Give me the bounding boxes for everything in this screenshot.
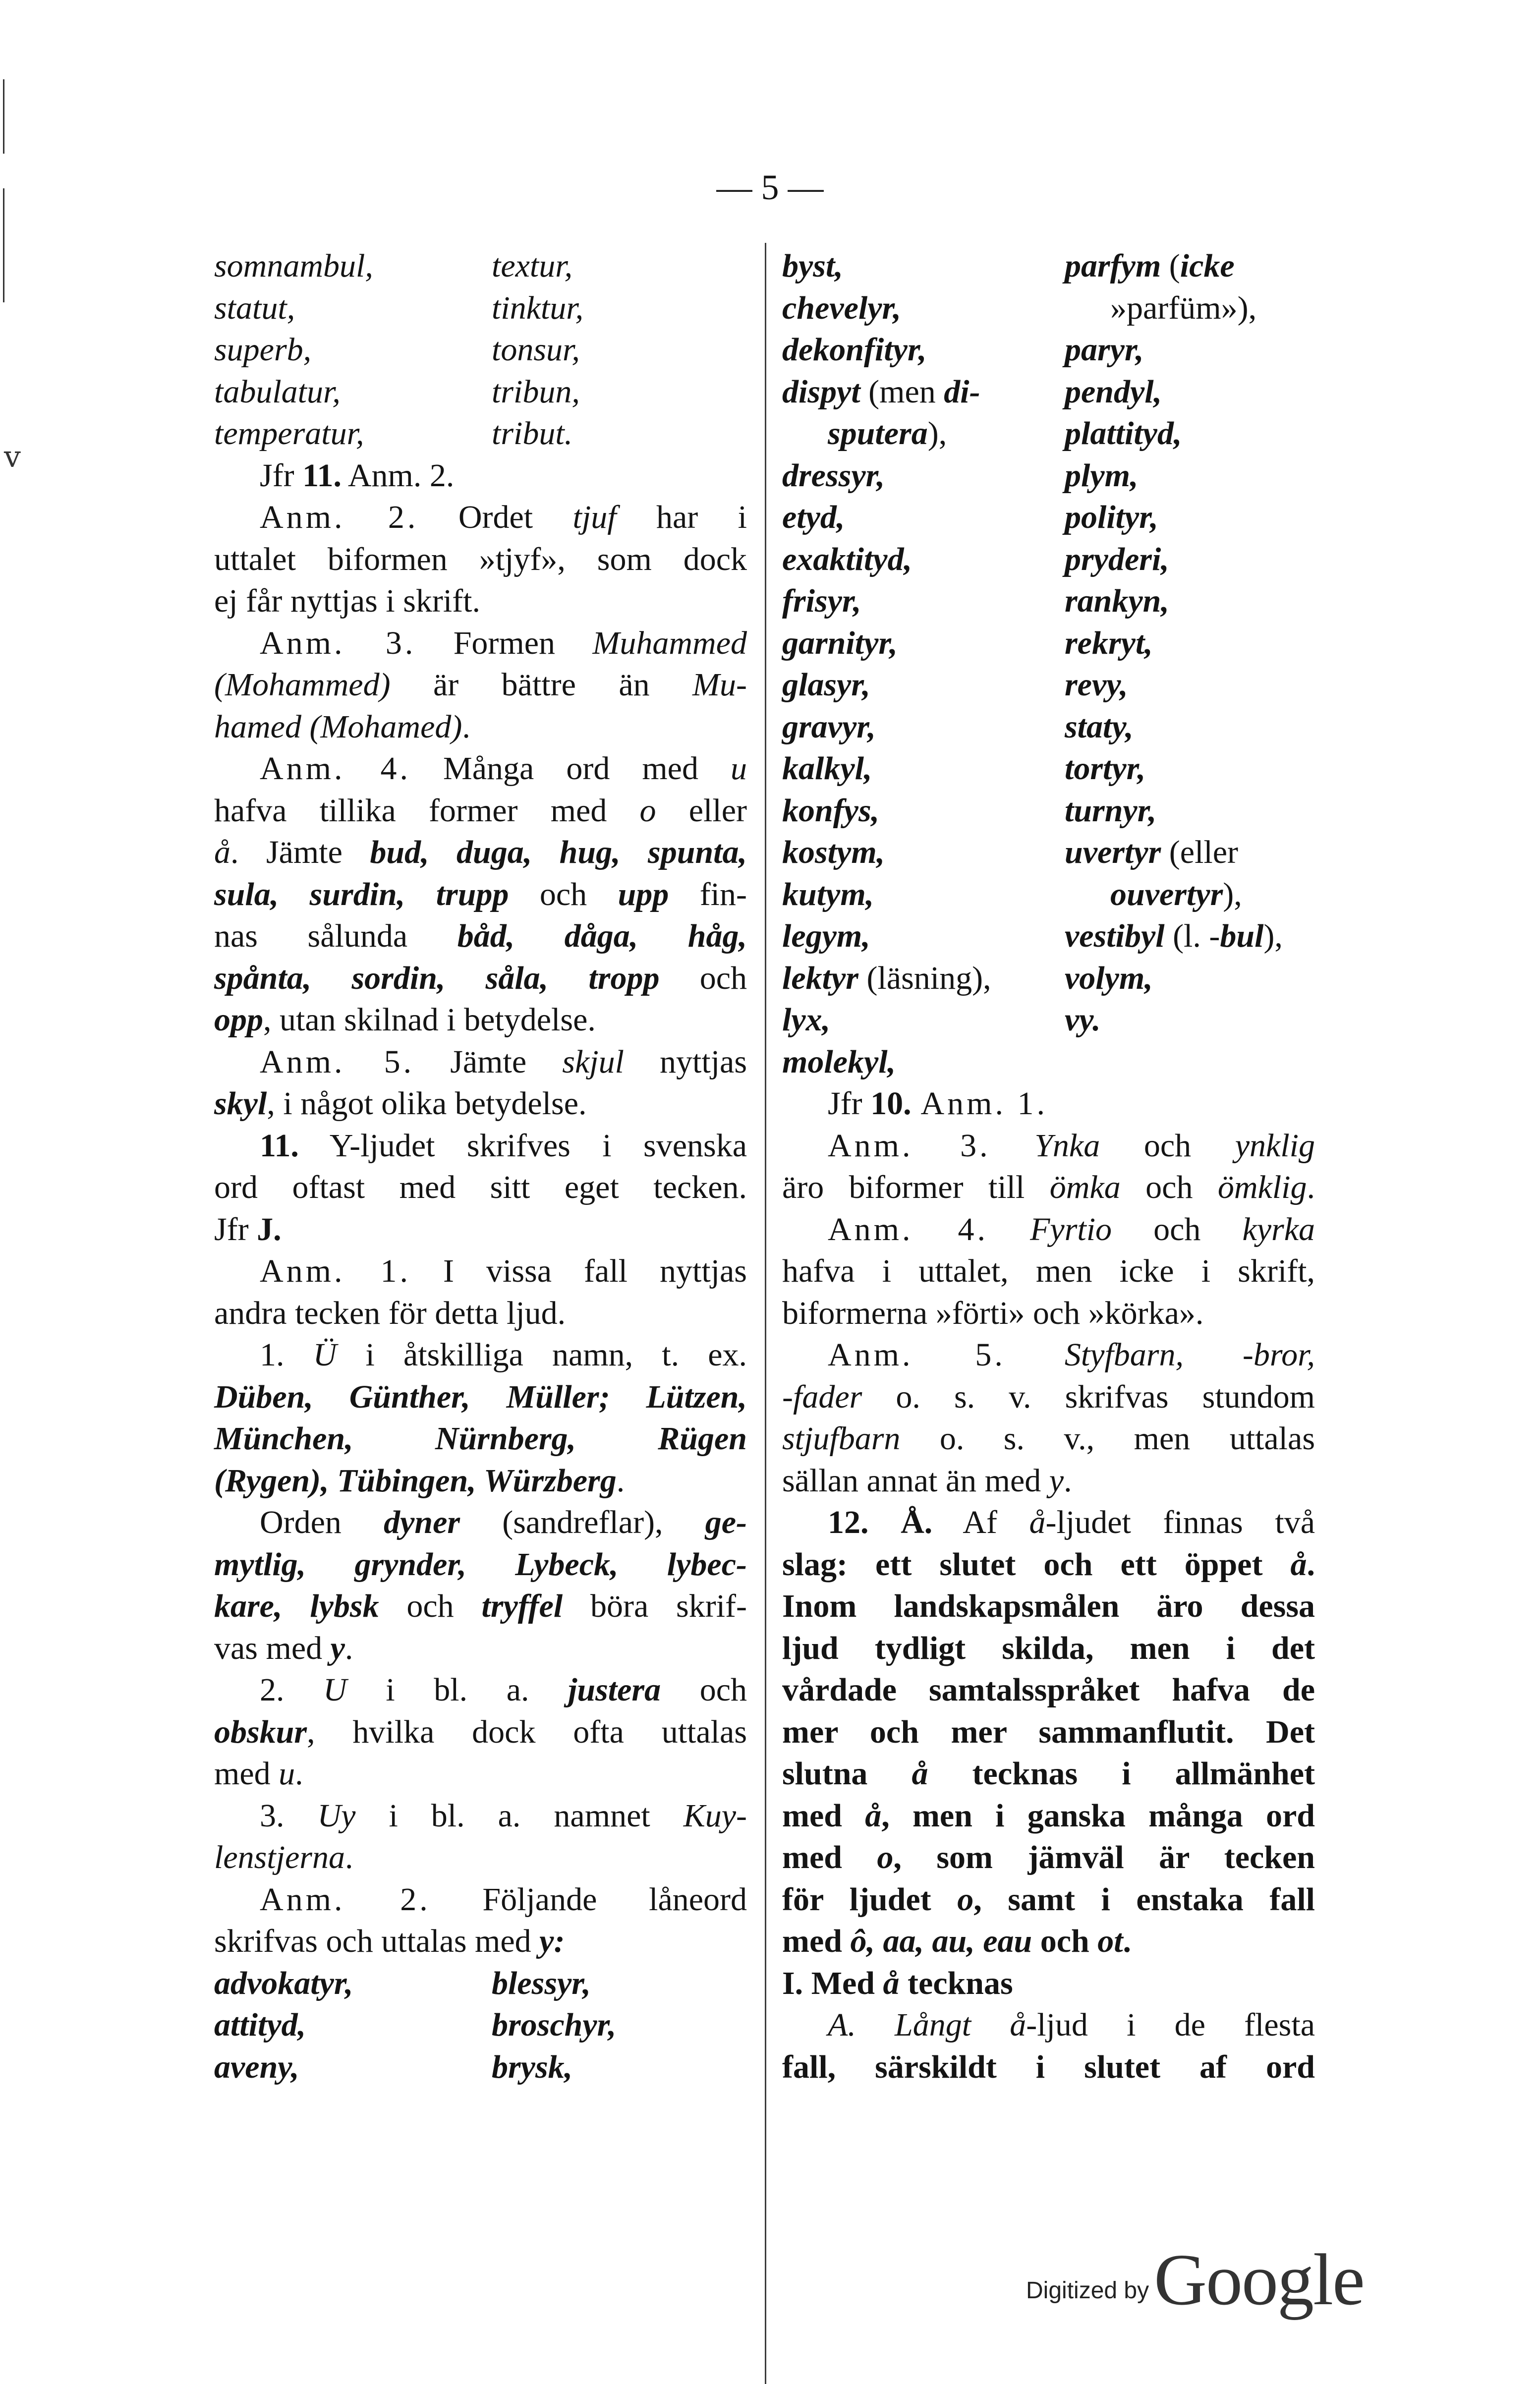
note-anm-4: Anm. 4. Fyrtio och kyrka hafva i uttalet, men icke i skrift, biformerna »förti» och »körka». [782,1211,1315,1331]
page-number: — 5 — [716,168,824,207]
loanword: kalkyl, [782,750,872,787]
word-pair-row [214,413,747,455]
word-pair-row [214,287,747,330]
loanword: paryr, [1065,332,1144,368]
loanword: vestibyl (l. -bul), [1065,918,1283,954]
loanword: volym, [1065,960,1153,996]
section-11-note-1: Anm. 1. I vissa fall nyttjas andra tecken för detta ljud. [214,1253,747,1331]
word: broschyr, [492,2007,617,2043]
word-list-bottom [214,1963,747,2089]
note-anm-4: Anm. 4. Många ord med u hafva tillika former med o eller å. Jämte bud, duga, hug, spunta, sula, surdin, trupp och upp fin- nas sålunda båd, dåga, håg, spånta, sordin, såla, tropp och opp, utan skilnad i betydelse. [214,750,747,1038]
loanword: glasyr, [782,667,870,703]
loanword: molekyl, [782,1043,896,1080]
word-pair-row [214,371,747,413]
loanword: garnityr, [782,624,898,661]
list-item-2: 2. U i bl. a. justera och obskur, hvilka dock ofta uttalas med u. [214,1672,747,1792]
loanword: kostym, [782,834,885,870]
loanword: staty, [1065,708,1134,745]
loanword: sputera), [828,415,947,452]
word: superb, [214,332,312,368]
margin-mark: ⅴ [4,441,21,473]
note-anm-5: Anm. 5. Styfbarn, -bror, -fader o. s. v. skrifvas stundom stjufbarn o. s. v., men uttalas sällan annat än med y. [782,1337,1315,1499]
cross-reference: Jfr 10. Anm. 1. [828,1085,1048,1122]
note-anm-2: Anm. 2. Ordet tjuf har i uttalet biformen »tjyf», som dock ej får nyttjas i skrift. [214,499,747,619]
word: tonsur, [492,332,580,368]
word-pair-row [214,1963,747,2005]
subsection-I: I. Med å tecknas [782,1965,1013,2001]
loanword: frisyr, [782,583,861,619]
loanword-list-col-2 [1065,245,1315,1041]
loanword: gravyr, [782,708,876,745]
loanword: dispyt (men di- [782,373,980,410]
loanword: byst, [782,248,843,284]
word: advokatyr, [214,1965,353,2001]
left-column [214,245,747,2088]
word: textur, [492,248,573,284]
loanword: »parfüm»), [1110,289,1257,326]
loanword: etyd, [782,499,845,535]
loanword: chevelyr, [782,289,902,326]
loanword: exaktityd, [782,541,913,577]
loanword: vy. [1065,1002,1101,1038]
word: aveny, [214,2048,299,2085]
loanword: lyx, [782,1002,831,1038]
loanword: plym, [1065,457,1139,494]
word: tribun, [492,373,580,410]
loanword: uvertyr (eller [1065,834,1239,870]
section-11: 11. Y-ljudet skrifves i svenska ord oftast med sitt eget tecken. Jfr J. [214,1127,747,1248]
paragraph-orden: Orden dyner (sandreflar), ge- mytlig, grynder, Lybeck, lybec- kare, lybsk och tryffel böra skrif- vas med y. [214,1504,747,1666]
note-anm-5: Anm. 5. Jämte skjul nyttjas skyl, i något olika betydelse. [214,1043,747,1122]
loanword: ouvertyr), [1110,876,1242,912]
loanword: pryderi, [1065,541,1169,577]
note-anm-3: Anm. 3. Ynka och ynklig äro biformer till ömka och ömklig. [782,1127,1315,1205]
column-divider [765,243,766,2384]
word: tribut. [492,415,573,452]
scan-edge-line [3,188,4,302]
loanword: rekryt, [1065,624,1153,661]
list-item-3: 3. Uy i bl. a. namnet Kuy- lenstjerna. [214,1797,747,1875]
loanword-list [782,245,1315,1083]
list-item-1: 1. Ü i åtskilliga namn, t. ex. Düben, Günther, Müller; Lützen, München, Nürnberg, Rügen (Rygen), Tübingen, Würzberg. [214,1337,747,1499]
loanword: konfys, [782,792,880,829]
loanword: dekonfityr, [782,332,927,368]
digitized-by-footer [1026,2230,1364,2320]
loanword: rankyn, [1065,583,1169,619]
word-pair-row [214,329,747,371]
loanword: polityr, [1065,499,1158,535]
google-logo: Google [1154,2239,1364,2321]
loanword: legym, [782,918,870,954]
word: somnambul, [214,248,373,284]
word-pair-row [214,245,747,287]
loanword: lektyr (läsning), [782,960,991,996]
digitized-by-label: Digitized by [1026,2277,1149,2304]
word: temperatur, [214,415,364,452]
loanword: plattityd, [1065,415,1182,452]
word: blessyr, [492,1965,591,2001]
loanword: turnyr, [1065,792,1157,829]
subsection-A: A. Långt å-ljud i de flesta fall, särskildt i slutet af ord [782,2007,1315,2085]
word: brysk, [492,2048,573,2085]
word: tabulatur, [214,373,341,410]
word-pair-row [214,2046,747,2089]
word: attityd, [214,2007,306,2043]
loanword: parfym (icke [1065,248,1235,284]
note-anm-2-loanwords: Anm. 2. Följande låneord skrifvas och uttalas med y: [214,1881,747,1959]
cross-reference: Jfr 11. Anm. 2. [260,457,455,494]
loanword: kutym, [782,876,874,912]
word: statut, [214,289,295,326]
word-pair-row [214,2004,747,2046]
loanword: revy, [1065,667,1128,703]
right-column [782,245,1315,2088]
section-12: 12. Å. Af å-ljudet finnas två slag: ett slutet och ett öppet å. Inom landskapsmålen äro dessa ljud tydligt skilda, men i det vårdade samtalsspråket hafva de mer och mer sammanflutit. Det slutna å tecknas i allmänhet med å, men i ganska många ord med o, som jämväl är tecken för ljudet o, samt i enstaka fall med ô, aa, au, eau och ot. [782,1504,1315,1959]
loanword: pendyl, [1065,373,1162,410]
note-anm-3: Anm. 3. Formen Muhammed (Mohammed) är bättre än Mu- hamed (Mohamed). [214,624,747,745]
scan-edge-line [3,79,4,154]
loanword: tortyr, [1065,750,1146,787]
word-list-top [214,245,747,455]
word: tinktur, [492,289,584,326]
loanword: dressyr, [782,457,885,494]
